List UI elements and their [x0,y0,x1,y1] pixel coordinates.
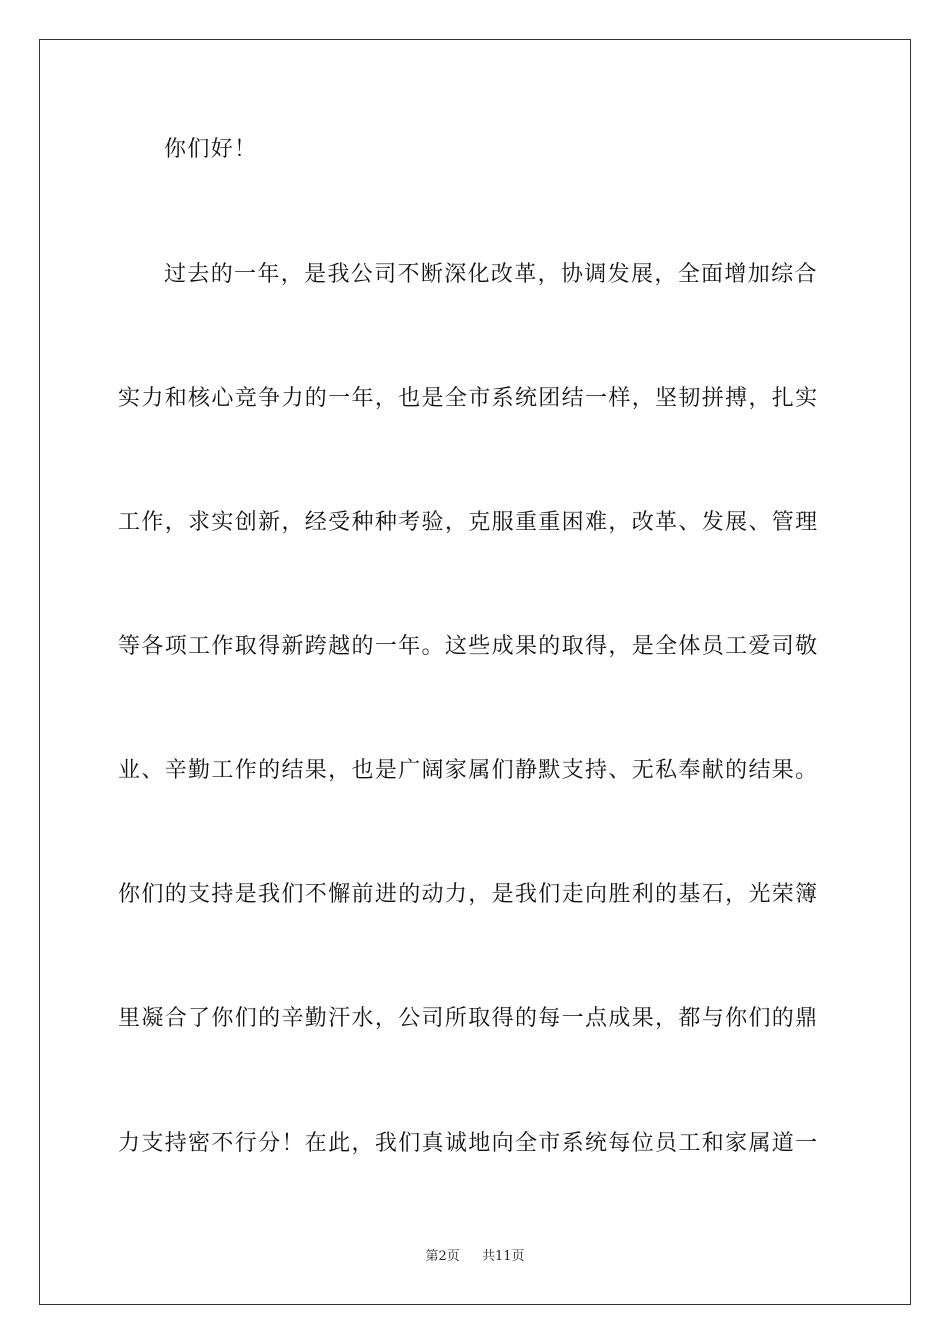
paragraph-line-4: 等各项工作取得新跨越的一年。这些成果的取得，是全体员工爱司敬 [118,634,819,659]
paragraph-line-5: 业、辛勤工作的结果，也是广阔家属们静默支持、无私奉献的结果。 [118,758,819,783]
page-border [39,39,911,1305]
paragraph-line-6: 你们的支持是我们不懈前进的动力，是我们走向胜利的基石，光荣簿 [118,882,819,907]
paragraph-line-7: 里凝合了你们的辛勤汗水，公司所取得的每一点成果，都与你们的鼎 [118,1006,819,1031]
greeting-line: 你们好！ [164,137,258,162]
paragraph-line-8: 力支持密不行分！在此，我们真诚地向全市系统每位员工和家属道一 [118,1131,819,1156]
paragraph-line-2: 实力和核心竞争力的一年，也是全市系统团结一样，坚韧拼搏，扎实 [118,386,819,411]
page-total: 共11页 [482,1249,525,1264]
paragraph-line-3: 工作，求实创新，经受种种考验，克服重重困难，改革、发展、管理 [118,510,819,535]
page-number: 第2页 [425,1249,460,1264]
paragraph-line-1: 过去的一年，是我公司不断深化改革，协调发展，全面增加综合 [164,262,818,287]
page-footer [0,1248,950,1266]
